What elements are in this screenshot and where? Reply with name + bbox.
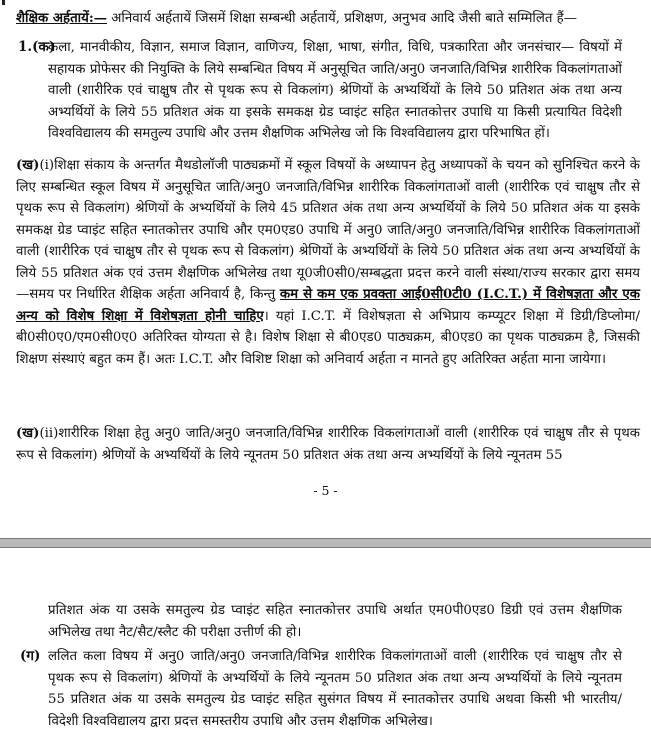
section-heading: शैक्षिक अर्हतायें:— bbox=[16, 11, 108, 26]
item-2-emphasis: कम से कम एक प्रवक्ता आई0सी0टी0 (I.C.T.) में विशेषज्ञता और एक अन्य को विशेष शिक्षा में विशेषज्ञता होनी चाहिए bbox=[16, 287, 640, 324]
item-2-text-a: शिक्षा संकाय के अन्तर्गत मैथडोलॉजी पाठ्यक्रमों में स्कूल विषयों के अध्यापन हेतु अध्यापकों के चयन को सुनिश्चित करने के लिए सम्बन्धित स्कूल विषय में अनुसूचित जाति/अनु0 जनजाति/विभिन्न शारीरिक विकलांगताओं वाली (शारीरिक एवं चाक्षुष तौर से पृथक रूप से विकलांग) श्रेणियों के अभ्यर्थियों के लिये 45 प्रतिशत अंक तथा अन्य अभ्यर्थियों के लिये 50 प्रतिशत अंक या इसके समकक्ष ग्रेड प्वाइंट सहित स्नातकोत्तर उपाधि और एम0एड0 उपाधि में अनु0 जाति/अनु0 जनजाति/विभिन्न शारीरिक विकलांगताओं वाली (शारीरिक एवं चाक्षुष तौर से पृथक रूप से विकलांग) श्रेणियों के अभ्यर्थियों के लिये 50 प्रतिशत अंक तथा अन्य अभ्यर्थियों के लिये 55 प्रतिशत अंक एवं उत्तम शैक्षणिक अभिलेख तथा यू0जी0सी0/सम्बद्धता प्रदत्त करने वाली संस्था/राज्य सरकार द्वारा समय—समय पर निर्धारित शैक्षिक अर्हता अनिवार्य है, किन्तु bbox=[16, 158, 640, 302]
item-1-text: कला, मानवीकीय, विज्ञान, समाज विज्ञान, वाणिज्य, शिक्षा, भाषा, संगीत, विधि, पत्रकारिता और जनसंचार— विषयों में सहायक प्रोफेसर की नियुक्ति के लिये सम्बन्धित विषय में अनुसूचित जाति/अनु0 जनजाति/विभिन्न शारीरिक विकलांगताओं वाली (शारीरिक एवं चाक्षुष तौर से पृथक रूप से विकलांग) श्रेणियों के अभ्यर्थियों के लिये 50 प्रतिशत अंक तथा अन्य अभ्यर्थियों के लिये 55 प्रतिशत अंक या इसके समकक्ष ग्रेड प्वाइंट सहित स्नातकोत्तर उपाधि या किसी प्रत्यायित विदेशी विश्वविद्यालय की समतुल्य उपाधि और उत्तम शैक्षणिक अभिलेख जो कि विश्वविद्यालय द्वारा परिभाषित हों। bbox=[48, 40, 622, 141]
page-number: - 5 - bbox=[313, 483, 338, 498]
item-2-paragraph bbox=[16, 155, 640, 370]
page-separator bbox=[0, 538, 651, 548]
item-1-marker: 1.(क) bbox=[18, 39, 56, 55]
intro-paragraph bbox=[16, 8, 640, 30]
item-2-sub-marker: (i) bbox=[39, 158, 55, 173]
item-2-marker: (ख) bbox=[16, 158, 40, 173]
item-4-text: ललित कला विषय में अनु0 जाति/अनु0 जनजाति/विभिन्न शारीरिक विकलांगताओं वाली (शारीरिक एवं चाक्षुष तौर से पृथक रूप से विकलांग) श्रेणियों के अभ्यर्थियों के लिये न्यूनतम 50 प्रतिशत अंक तथा अन्य अभ्यर्थियों के लिये न्यूनतम 55 प्रतिशत अंक या उसके समतुल्य ग्रेड प्वाइंट सहित सुसंगत विषय में स्नातकोत्तर उपाधि अथवा किसी भी भारतीय/विदेशी विश्वविद्यालय द्वारा प्रदत्त समस्तरीय उपाधि और उत्तम शैक्षणिक अभिलेख। bbox=[48, 649, 622, 729]
document-page-2 bbox=[0, 548, 651, 745]
item-3-text: शारीरिक शिक्षा हेतु अनु0 जाति/अनु0 जनजाति/विभिन्न शारीरिक विकलांगताओं वाली (शारीरिक एवं चाक्षुष तौर से पृथक रूप से विकलांग) श्रेणियों के अभ्यर्थियों के लिये न्यूनतम 50 प्रतिशत अंक तथा अन्य अभ्यर्थियों के लिये न्यूनतम 55 bbox=[16, 426, 640, 463]
item-4-marker: (ग) bbox=[20, 648, 41, 664]
separator-top-edge bbox=[0, 538, 651, 539]
continuation-text: प्रतिशत अंक या उसके समतुल्य ग्रेड प्वाइंट सहित स्नातकोत्तर उपाधि अर्थात एम0पी0एड0 डिग्री एवं उत्तम शैक्षणिक अभिलेख तथा नैट/सैट/स्लैट की परीक्षा उत्तीर्ण की हो। bbox=[48, 603, 622, 640]
corner-mark bbox=[2, 0, 5, 5]
item-3-sub-marker: (ii) bbox=[39, 426, 59, 441]
intro-text: अनिवार्य अर्हतायें जिसमें शिक्षा सम्बन्धी अर्हतायें, प्रशिक्षण, अनुभव आदि जैसी बाते सम्मिलित हैं— bbox=[107, 11, 578, 26]
item-3-marker: (ख) bbox=[16, 426, 40, 441]
item-2-text-b: । यहां I.C.T. में विशेषज्ञता से अभिप्राय कम्प्यूटर शिक्षा में डिग्री/डिप्लोमा/बी0सी0ए0/एम0सी0ए0 अतिरिक्त योग्यता से है। विशेष शिक्षा से बी0एड0 पाठ्यक्रम, बी0एड0 का पृथक पाठ्यक्रम है, जिसकी शिक्षण संस्थाएं बहुत कम हैं। अतः I.C.T. और विशिष्ट शिक्षा को अनिवार्य अर्हता न मानते हुए अतिरिक्त अर्हता माना जायेगा। bbox=[16, 308, 640, 367]
item-3-paragraph bbox=[16, 423, 640, 466]
